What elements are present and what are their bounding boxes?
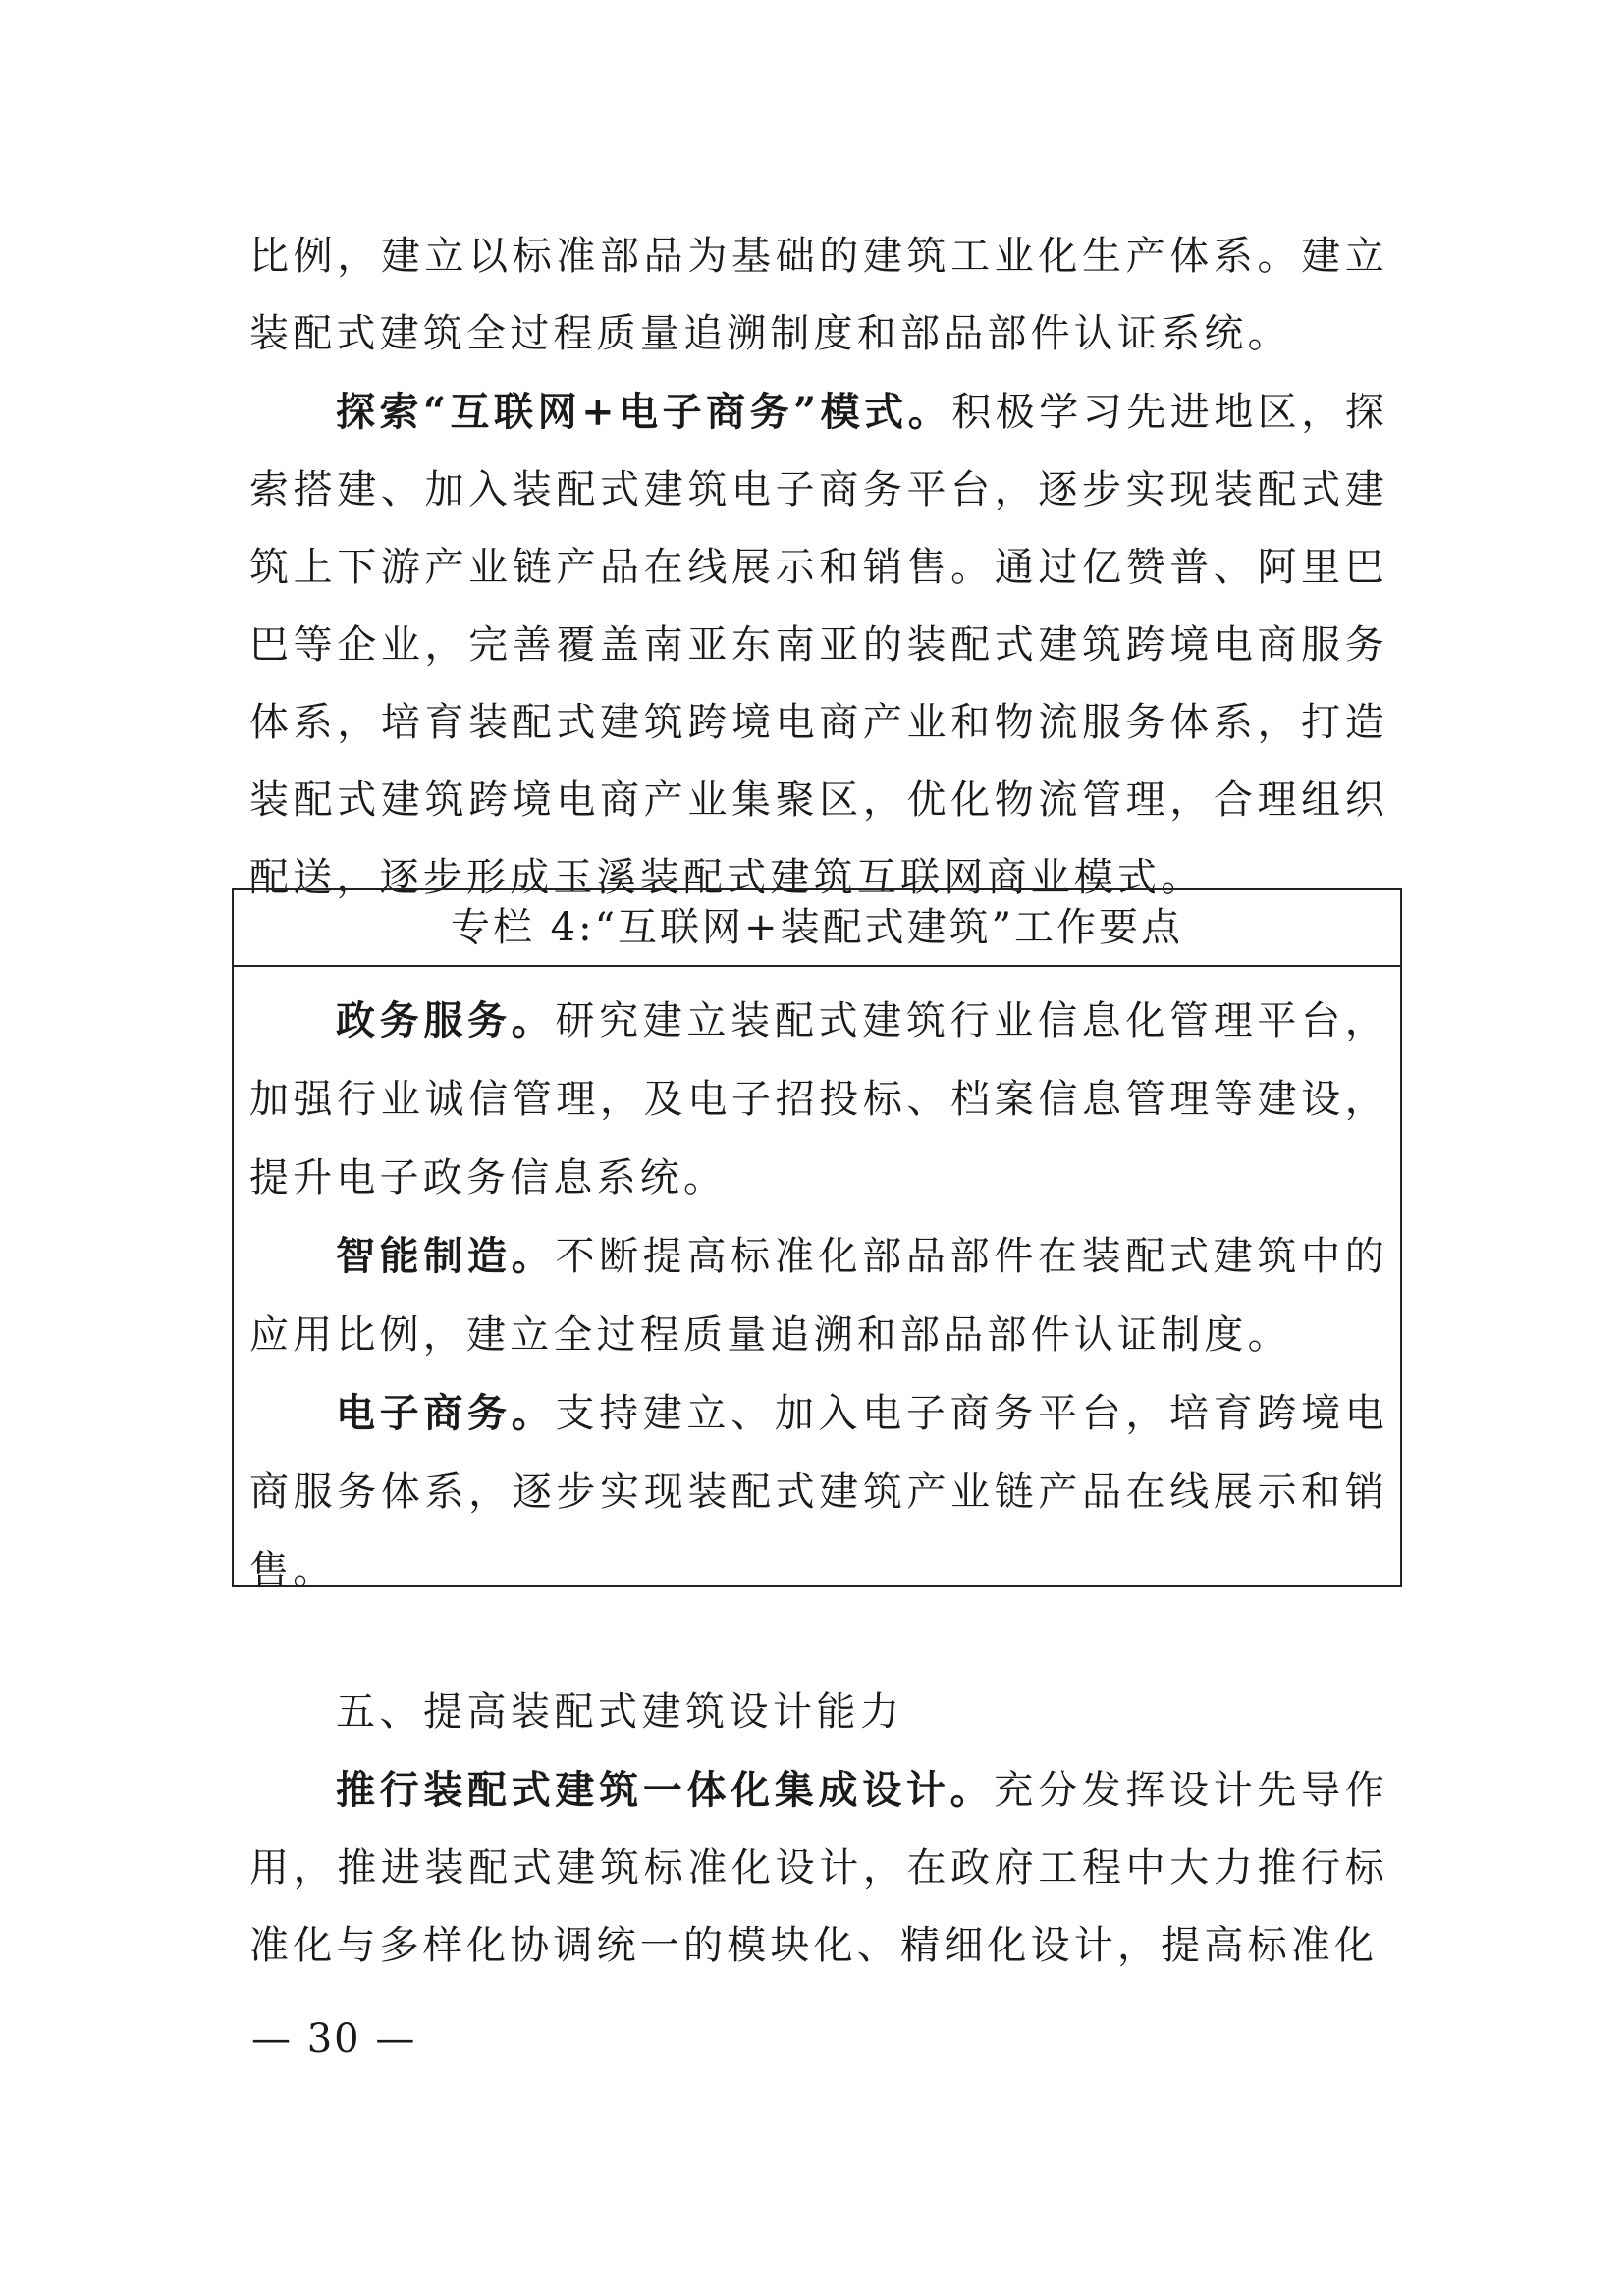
- sidebar-body: [249, 982, 1388, 1610]
- continuation-paragraph: [249, 218, 1388, 373]
- sidebar-item-manufacturing: [249, 1217, 1388, 1374]
- sidebar-item-lead: 电子商务。: [336, 1390, 556, 1436]
- ecommerce-body: 积极学习先进地区，探索搭建、加入装配式建筑电子商务平台，逐步实现装配式建筑上下游产业链产品在线展示和销售。通过亿赞普、阿里巴巴等企业，完善覆盖南亚东南亚的装配式建筑跨境电商服务体系，培育装配式建筑跨境电商产业和物流服务体系，打造装配式建筑跨境电商产业集聚区，优化物流管理，合理组织配送，逐步形成玉溪装配式建筑互联网商业模式。: [249, 390, 1389, 900]
- sidebar-item-ecommerce: [249, 1374, 1388, 1610]
- ecommerce-paragraph: [249, 373, 1388, 917]
- sidebar-item-text: 不断提高标准化部品部件在装配式建筑中的应用比例，建立全过程质量追溯和部品部件认证制度。: [249, 1234, 1388, 1358]
- design-paragraph: [249, 1751, 1388, 1985]
- page-number: — 30 —: [251, 2016, 417, 2061]
- sidebar-item-lead: 智能制造。: [336, 1233, 556, 1279]
- sidebar-item-government: [249, 982, 1388, 1217]
- design-body: 充分发挥设计先导作用，推进装配式建筑标准化设计，在政府工程中大力推行标准化与多样化协调统一的模块化、精细化设计，提高标准化: [249, 1768, 1388, 1968]
- section-heading: 五、提高装配式建筑设计能力: [336, 1689, 904, 1735]
- ecommerce-lead: 探索“互联网+电子商务”模式。: [336, 389, 952, 435]
- sidebar-item-lead: 政务服务。: [336, 997, 556, 1043]
- sidebar-item-text: 研究建立装配式建筑行业信息化管理平台，加强行业诚信管理，及电子招投标、档案信息管理等建设，提升电子政务信息系统。: [249, 998, 1388, 1201]
- sidebar-item-text: 支持建立、加入电子商务平台，培育跨境电商服务体系，逐步实现装配式建筑产业链产品在线展示和销售。: [249, 1391, 1388, 1593]
- sidebar-box: [232, 888, 1402, 1593]
- continuation-text: 比例，建立以标准部品为基础的建筑工业化生产体系。建立装配式建筑全过程质量追溯制度和部品部件认证系统。: [249, 234, 1388, 356]
- sidebar-title: 专栏 4:“互联网+装配式建筑”工作要点: [234, 890, 1400, 967]
- design-lead: 推行装配式建筑一体化集成设计。: [336, 1767, 995, 1813]
